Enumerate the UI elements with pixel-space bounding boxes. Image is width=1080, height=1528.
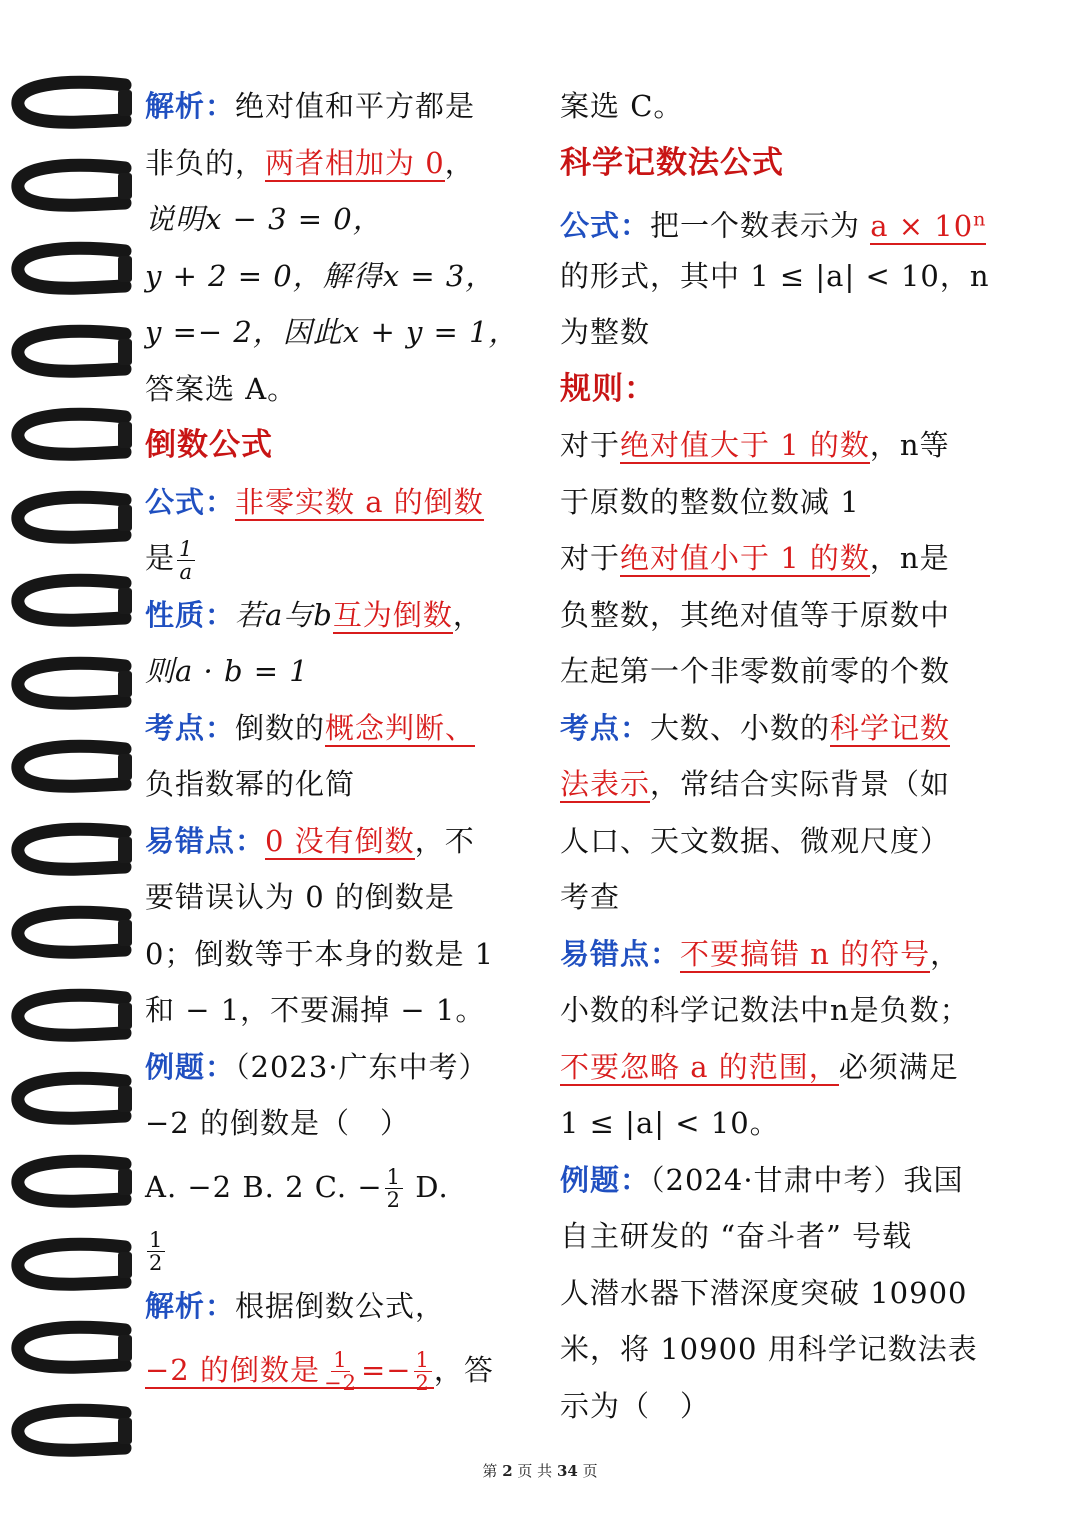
pitfall-text: 必须满足 bbox=[838, 1049, 959, 1084]
pitfall-text: ， bbox=[930, 936, 961, 971]
solution-line-2 bbox=[145, 135, 525, 192]
keypoint-label: 考点： bbox=[145, 710, 236, 745]
pitfall-label: 易错点： bbox=[560, 936, 681, 971]
pitfall-line-4: 1 ≤ |a| < 10。 bbox=[560, 1106, 780, 1140]
example-label: 例题： bbox=[145, 1049, 236, 1084]
formula-text: 是 bbox=[145, 541, 176, 575]
footer-text: 第 bbox=[482, 1462, 503, 1480]
formula-line-3: 为整数 bbox=[560, 315, 651, 349]
pitfall-line-3 bbox=[560, 1039, 1020, 1096]
option-c-fraction bbox=[385, 1166, 403, 1211]
rule-text: ，n等 bbox=[869, 428, 950, 462]
highlight-text: 不要忽略 a 的范围， bbox=[560, 1049, 839, 1084]
spiral-binding bbox=[0, 50, 140, 1470]
formula-line-2: 的形式，其中 1 ≤ |a| < 10，n bbox=[560, 258, 990, 293]
example-label: 例题： bbox=[560, 1162, 651, 1197]
highlight-text: 绝对值小于 1 的数 bbox=[620, 541, 870, 575]
fraction-numerator: 1 bbox=[149, 1228, 164, 1252]
pitfall-text: ，不 bbox=[414, 823, 475, 858]
pitfall-line bbox=[145, 813, 525, 870]
fraction-denominator: a bbox=[179, 559, 193, 584]
footer-text: 页 bbox=[577, 1462, 598, 1480]
option-d-fraction bbox=[147, 1229, 165, 1274]
exponent: n bbox=[973, 208, 987, 230]
highlight-text-part: a × 10 bbox=[870, 208, 974, 243]
keypoint-text: 倒数的 bbox=[235, 710, 326, 745]
example-line-2: −2 的倒数是（ ） bbox=[145, 1106, 410, 1140]
rule-a-line-1 bbox=[560, 417, 1020, 474]
example-line-5: 示为（ ） bbox=[560, 1388, 711, 1423]
solution-line-1 bbox=[145, 78, 525, 135]
example-line bbox=[560, 1152, 1020, 1209]
highlight-text: 非零实数 a 的倒数 bbox=[235, 484, 484, 519]
keypoint-line-3: 人口、天文数据、微观尺度） bbox=[560, 823, 951, 858]
pitfall-line-2: 小数的科学记数法中n是负数； bbox=[560, 993, 970, 1027]
property-line-2: 则a · b = 1 bbox=[145, 654, 309, 688]
keypoint-line-2 bbox=[560, 756, 1020, 813]
highlight-text: 0 没有倒数 bbox=[265, 823, 415, 858]
highlight-text: 概念判断、 bbox=[325, 710, 476, 745]
rule-text: 对于 bbox=[560, 541, 621, 575]
solution-line-4: y + 2 = 0，解得x = 3， bbox=[145, 258, 496, 293]
fraction-denominator: 2 bbox=[386, 1188, 402, 1212]
example-line-4: 米，将 10900 用科学记数法表 bbox=[560, 1332, 978, 1366]
solution-text: 绝对值和平方都是 bbox=[235, 89, 476, 123]
formula-line bbox=[145, 474, 525, 531]
highlight-text: 科学记数 bbox=[830, 710, 951, 745]
fraction-1-over-neg2 bbox=[322, 1349, 359, 1394]
keypoint-line bbox=[560, 700, 1020, 757]
keypoint-line-2: 负指数幂的化简 bbox=[145, 767, 356, 801]
property-text: ， bbox=[452, 597, 483, 632]
example-text: （2024·甘肃中考）我国 bbox=[650, 1162, 964, 1197]
formula-label: 公式： bbox=[560, 208, 651, 243]
fraction-1-over-a bbox=[177, 538, 195, 583]
fraction-numerator: 1 bbox=[386, 1165, 402, 1189]
example-line bbox=[145, 1039, 525, 1096]
property-label: 性质： bbox=[145, 597, 236, 632]
keypoint-line-4: 考查 bbox=[560, 880, 621, 914]
rule-b-line-3: 左起第一个非零数前零的个数 bbox=[560, 654, 951, 688]
formula-text: 把一个数表示为 bbox=[650, 208, 871, 243]
formula-label: 公式： bbox=[145, 484, 236, 519]
keypoint-text: 大数、小数的 bbox=[650, 710, 831, 745]
pitfall-line-2: 要错误认为 0 的倒数是 bbox=[145, 880, 455, 914]
example-text: （2023·广东中考） bbox=[235, 1049, 489, 1084]
left-column bbox=[145, 78, 525, 1405]
solution2-text: ，答 bbox=[433, 1352, 494, 1387]
section-heading-rules: 规则： bbox=[560, 370, 656, 407]
section-heading-scientific-notation: 科学记数法公式 bbox=[560, 144, 784, 181]
highlight-text-part: −2 的倒数是 bbox=[145, 1352, 320, 1387]
fraction-denominator: −2 bbox=[323, 1371, 357, 1395]
solution-line-3: 说明x − 3 = 0， bbox=[145, 202, 383, 236]
solution2-label: 解析： bbox=[145, 1289, 236, 1323]
pitfall-line-4: 和 − 1，不要漏掉 − 1。 bbox=[145, 993, 486, 1027]
rule-text: ，n是 bbox=[869, 541, 950, 575]
section-heading-reciprocal: 倒数公式 bbox=[145, 427, 273, 463]
highlight-text: 不要搞错 n 的符号 bbox=[680, 936, 931, 971]
keypoint-text: ，常结合实际背景（如 bbox=[650, 767, 951, 801]
highlight-text: 两者相加为 0 bbox=[265, 145, 445, 180]
keypoint-label: 考点： bbox=[560, 710, 651, 745]
highlight-text-part: =− bbox=[360, 1352, 412, 1387]
solution-text: ， bbox=[444, 145, 475, 180]
highlight-text: 绝对值大于 1 的数 bbox=[620, 428, 870, 462]
page-footer bbox=[0, 1460, 1080, 1481]
spiral-rings bbox=[18, 82, 125, 1450]
property-text: 若a与b bbox=[235, 597, 333, 632]
solution-line-6: 答案选 A。 bbox=[145, 371, 298, 406]
highlight-text: 互为倒数 bbox=[332, 597, 453, 632]
page-number: 2 bbox=[502, 1462, 513, 1480]
example-options bbox=[145, 1152, 525, 1222]
footer-text: 页 共 bbox=[512, 1462, 557, 1480]
solution-line-5: y =− 2，因此x + y = 1， bbox=[145, 315, 519, 349]
fraction-denominator: 2 bbox=[149, 1251, 164, 1275]
fraction-numerator: 1 bbox=[179, 536, 194, 561]
formula-line-2 bbox=[145, 530, 525, 587]
example-line-3: 人潜水器下潜深度突破 10900 bbox=[560, 1275, 968, 1310]
rule-b-line-1 bbox=[560, 530, 1020, 587]
fraction-1-over-2 bbox=[414, 1349, 432, 1394]
property-line bbox=[145, 587, 525, 644]
solution2-text: 根据倒数公式， bbox=[235, 1289, 446, 1323]
rule-b-line-2: 负整数，其绝对值等于原数中 bbox=[560, 597, 951, 632]
example-option-d bbox=[145, 1222, 525, 1279]
rule-text: 对于 bbox=[560, 428, 621, 462]
answer-line: 案选 C。 bbox=[560, 89, 684, 123]
solution2-line-2 bbox=[145, 1335, 525, 1405]
fraction-denominator: 2 bbox=[415, 1371, 430, 1395]
solution-label: 解析： bbox=[145, 89, 236, 123]
formula-line bbox=[560, 191, 1020, 248]
pitfall-label: 易错点： bbox=[145, 823, 266, 858]
right-column bbox=[560, 78, 1020, 1434]
pitfall-line-3: 0；倒数等于本身的数是 1 bbox=[145, 936, 495, 971]
highlight-text: 法表示 bbox=[560, 767, 651, 801]
highlight-text bbox=[145, 1348, 434, 1395]
fraction-numerator: 1 bbox=[333, 1348, 348, 1372]
keypoint-line bbox=[145, 700, 525, 757]
example-line-2: 自主研发的 “奋斗者” 号载 bbox=[560, 1219, 913, 1253]
rule-a-line-2: 于原数的整数位数减 1 bbox=[560, 484, 860, 519]
option-text: D. bbox=[405, 1169, 449, 1204]
solution2-line bbox=[145, 1278, 525, 1335]
fraction-numerator: 1 bbox=[415, 1348, 430, 1372]
page-total: 34 bbox=[556, 1462, 578, 1480]
highlight-text bbox=[870, 209, 986, 245]
option-text: A. −2 B. 2 C. − bbox=[145, 1169, 383, 1204]
solution-text: 非负的， bbox=[145, 145, 266, 180]
pitfall-line bbox=[560, 926, 1020, 983]
